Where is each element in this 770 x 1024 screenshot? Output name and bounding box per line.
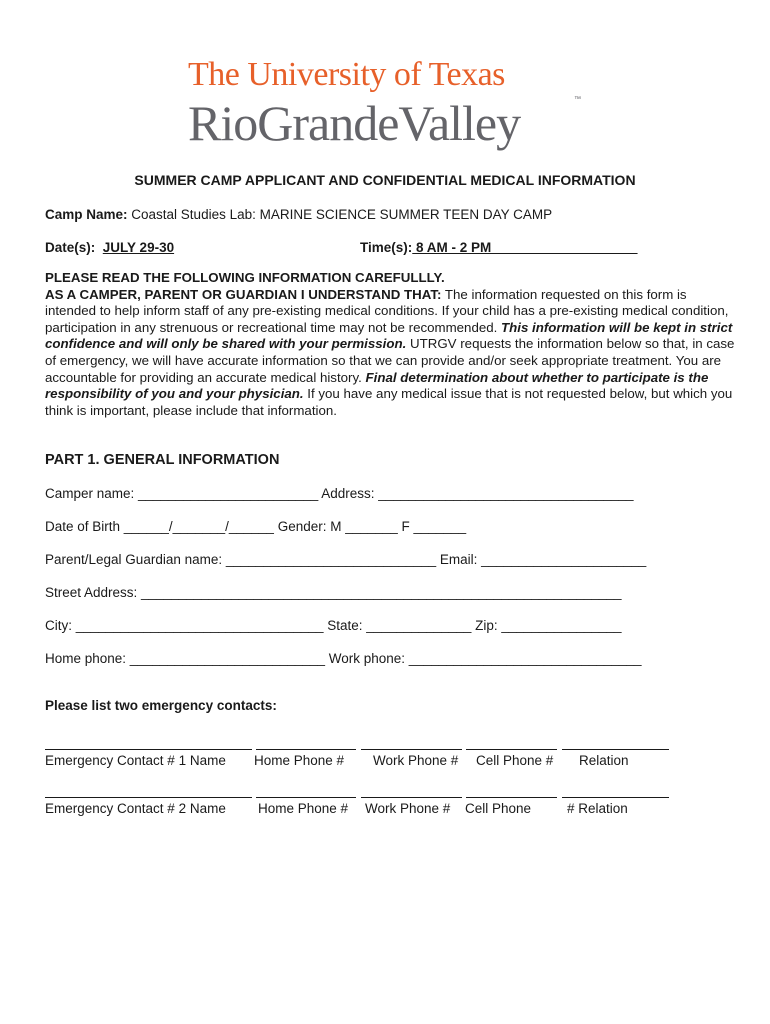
contact-2-cell-blank[interactable] [466,783,557,798]
logo-line-rio-grande-valley: RioGrandeValley [188,95,521,151]
logo-line-university: The University of Texas [188,56,505,93]
page-title: SUMMER CAMP APPLICANT AND CONFIDENTIAL MEDICAL INFORMATION [134,172,636,188]
emergency-contacts-title: Please list two emergency contacts: [45,698,277,713]
phone-line[interactable]: Home phone: __________________________ Work phone: _______________________________ [45,651,642,666]
camp-name-line [45,207,552,222]
understand-label: AS A CAMPER, PARENT OR GUARDIAN I UNDERSTAND THAT: [45,286,442,302]
contact-2-name-blank[interactable] [45,783,252,798]
contact-2-relation-blank[interactable] [562,783,669,798]
utrgv-logo [188,56,588,152]
city-state-zip-line[interactable]: City: _________________________________ State: ______________ Zip: ________________ [45,618,622,633]
intro-text-2: UTRGV requests the information below so that, in case of emergency, we will have accurate information so that we can provide and/or seek appropriate treatment. You are accountable for providing an accurate medical history. [45,336,735,385]
contact-1-relation-blank[interactable] [562,735,669,750]
dates-label: Date(s): [45,240,96,255]
contact-2-cell-label: Cell Phone [465,801,532,816]
contact-2-home-blank[interactable] [256,783,356,798]
time-line [360,240,638,255]
guardian-email-line[interactable]: Parent/Legal Guardian name: ____________________________ Email: ______________________ [45,552,647,567]
dob-gender-line[interactable]: Date of Birth ______/_______/______ Gender: M _______ F _______ [45,519,467,534]
contact-1-name-blank[interactable] [45,735,252,750]
street-address-line[interactable]: Street Address: ________________________________________________________________ [45,585,622,600]
physician-statement: Final determination about whether to participate is the responsibility of you and your physician. [45,369,709,402]
emergency-contact-2-row [45,783,685,823]
contact-1-cell-label: Cell Phone # [476,753,554,768]
contact-2-home-label: Home Phone # [258,801,349,816]
dates-line [45,240,174,255]
camp-name-label: Camp Name: [45,207,128,222]
part1-title: PART 1. GENERAL INFORMATION [45,452,280,468]
contact-2-name-label: Emergency Contact # 2 Name [45,801,226,816]
contact-2-work-label: Work Phone # [365,801,451,816]
contact-1-work-blank[interactable] [361,735,462,750]
contact-1-relation-label: Relation [579,753,629,768]
contact-1-home-blank[interactable] [256,735,356,750]
contact-1-name-label: Emergency Contact # 1 Name [45,753,226,768]
contact-2-work-blank[interactable] [361,783,462,798]
emergency-contact-1-row [45,735,685,775]
time-value: 8 AM - 2 PM [412,240,638,255]
intro-text-1: The information requested on this form is intended to help inform staff of any pre-existing medical conditions. If your child has a pre-existing medical condition, participation in any strenuous or recreational time may not be recommended. [45,286,729,335]
logo-trademark: ™ [574,96,581,103]
intro-body [45,287,735,420]
time-label: Time(s): [360,240,413,255]
intro-paragraph [45,270,735,419]
contact-1-cell-blank[interactable] [466,735,557,750]
intro-heading: PLEASE READ THE FOLLOWING INFORMATION CAREFULLLY. [45,270,445,285]
dates-value: JULY 29-30 [102,240,175,255]
camp-name-value: Coastal Studies Lab: MARINE SCIENCE SUMMER TEEN DAY CAMP [127,207,553,222]
intro-text-3: If you have any medical issue that is not requested below, but which you think is important, please include that information. [45,386,733,418]
confidentiality-statement: This information will be kept in strict confidence and will only be shared with your permission. [45,319,733,352]
contact-2-relation-label: # Relation [567,801,628,816]
contact-1-work-label: Work Phone # [373,753,459,768]
camper-name-address-line[interactable]: Camper name: ________________________ Address: __________________________________ [45,486,634,501]
contact-1-home-label: Home Phone # [254,753,345,768]
